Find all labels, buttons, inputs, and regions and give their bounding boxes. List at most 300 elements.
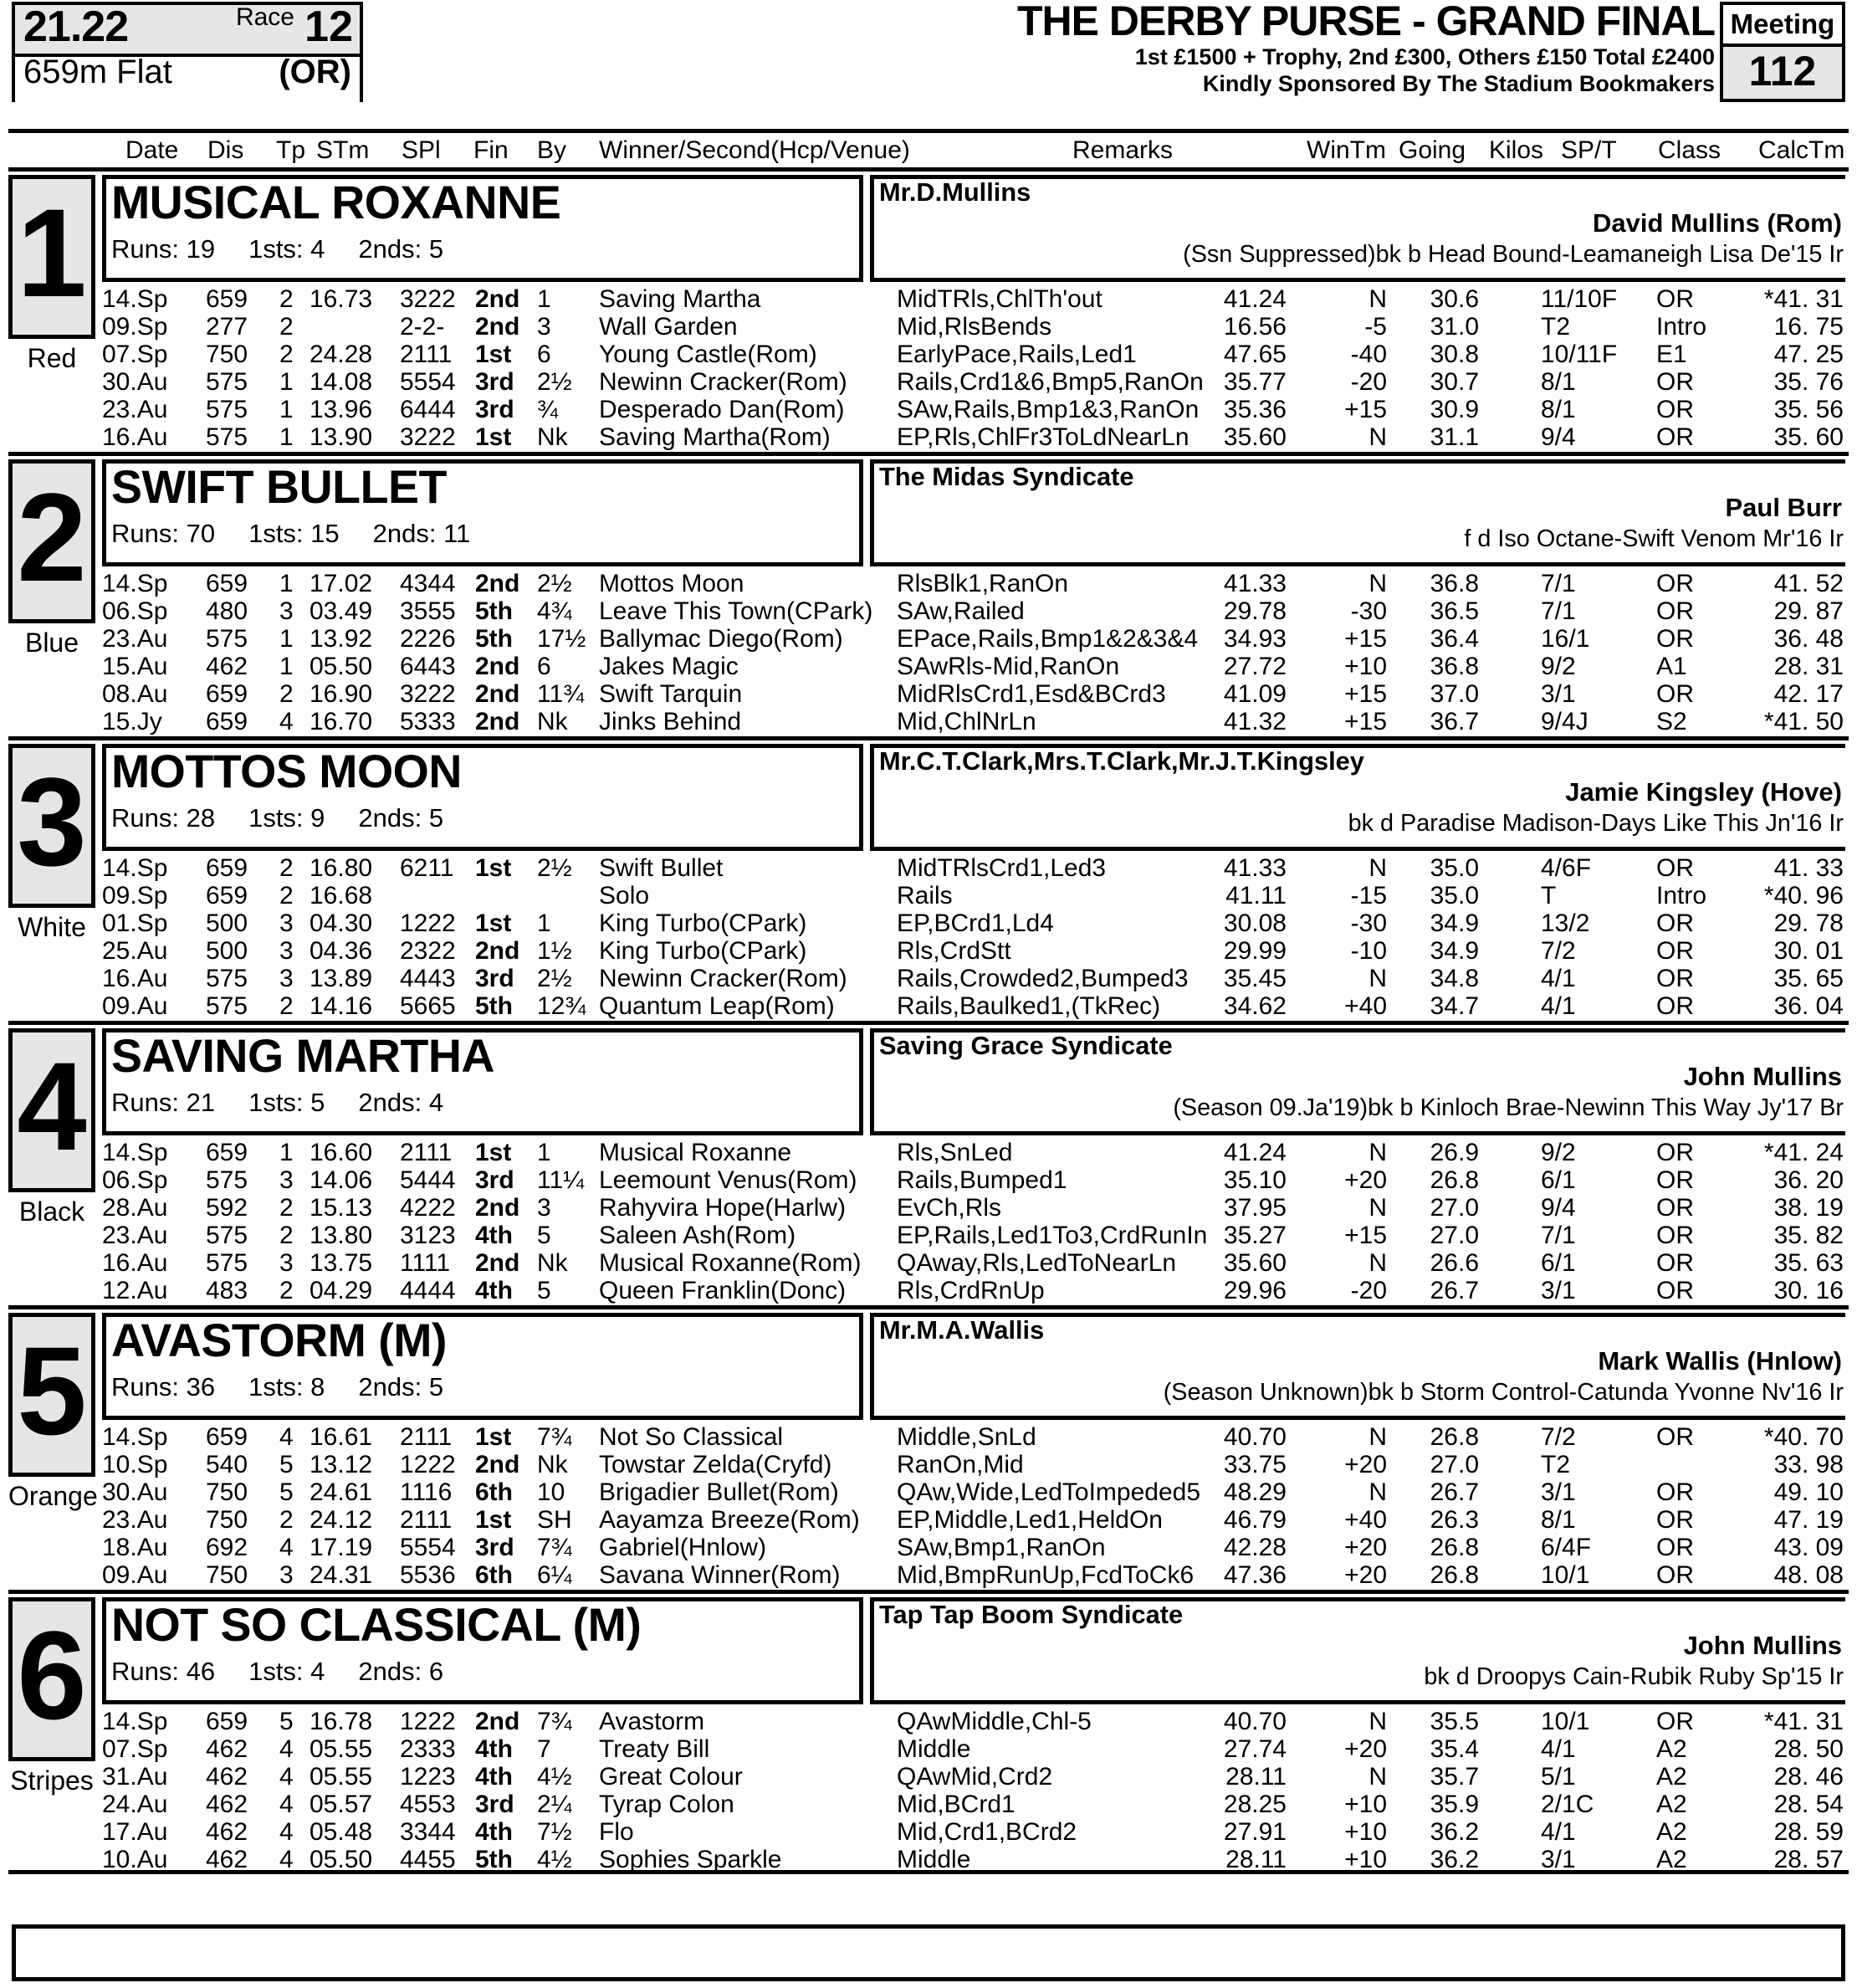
form-going: -10 bbox=[1350, 937, 1387, 965]
form-beaten-by: Nk bbox=[537, 708, 568, 735]
form-remarks: EPace,Rails,Bmp1&2&3&4 bbox=[897, 625, 1199, 653]
form-sp-odds: 8/1 bbox=[1541, 368, 1576, 396]
form-calculated-time: 42. 17 bbox=[1773, 680, 1844, 708]
form-distance: 659 bbox=[206, 1139, 248, 1166]
meeting-label: Meeting bbox=[1723, 5, 1842, 47]
form-trap: 4 bbox=[279, 1423, 294, 1451]
form-trap: 4 bbox=[279, 1846, 294, 1873]
form-finish-position: 3rd bbox=[475, 396, 514, 423]
form-split-positions: 3123 bbox=[400, 1222, 456, 1249]
form-distance: 692 bbox=[206, 1534, 248, 1561]
form-calculated-time: 29. 87 bbox=[1773, 597, 1844, 625]
form-sectional-time: 14.08 bbox=[310, 368, 373, 396]
form-calculated-time: 29. 78 bbox=[1773, 909, 1844, 937]
form-class: OR bbox=[1656, 570, 1694, 597]
runner-runs: Runs: 28 bbox=[111, 803, 216, 833]
form-calculated-time: 41. 52 bbox=[1773, 570, 1844, 597]
form-kilos: 30.7 bbox=[1430, 368, 1479, 396]
form-kilos: 34.9 bbox=[1430, 937, 1479, 965]
form-split-positions: 3344 bbox=[400, 1818, 456, 1846]
form-winning-time: 34.62 bbox=[1223, 992, 1287, 1020]
form-trap: 5 bbox=[279, 1478, 294, 1506]
form-beaten-by: SH bbox=[537, 1506, 572, 1534]
form-remarks: SAwRls-Mid,RanOn bbox=[897, 653, 1120, 680]
form-sectional-time: 16.60 bbox=[310, 1139, 373, 1166]
form-trap: 2 bbox=[279, 313, 294, 341]
form-trap: 1 bbox=[279, 396, 294, 423]
form-sectional-time: 13.12 bbox=[310, 1451, 373, 1478]
form-beaten-by: 4½ bbox=[537, 1763, 572, 1791]
column-header-row bbox=[8, 129, 1849, 167]
form-finish-position: 4th bbox=[475, 1818, 513, 1846]
form-distance: 575 bbox=[206, 992, 248, 1020]
form-remarks: Middle,SnLd bbox=[897, 1423, 1036, 1451]
form-date: 10.Au bbox=[102, 1846, 168, 1873]
form-split-positions: 5554 bbox=[400, 368, 456, 396]
form-trap: 2 bbox=[279, 341, 294, 368]
form-class: OR bbox=[1656, 680, 1694, 708]
form-winner-second: Aayamza Breeze(Rom) bbox=[599, 1506, 860, 1534]
form-row bbox=[8, 1168, 1849, 1196]
form-winner-second: Queen Franklin(Donc) bbox=[599, 1277, 847, 1304]
form-sp-odds: 7/2 bbox=[1541, 937, 1576, 965]
form-calculated-time: 35. 60 bbox=[1773, 423, 1844, 451]
form-going: +15 bbox=[1344, 625, 1387, 653]
form-sp-odds: T2 bbox=[1541, 313, 1571, 341]
form-row bbox=[8, 1251, 1849, 1278]
form-date: 15.Jy bbox=[102, 708, 162, 735]
runner-name-box[interactable] bbox=[102, 744, 863, 851]
runner-seconds: 2nds: 5 bbox=[358, 803, 444, 833]
form-row bbox=[8, 1563, 1849, 1591]
runner-name: SWIFT BULLET bbox=[110, 460, 447, 513]
form-winning-time: 35.60 bbox=[1223, 423, 1287, 451]
form-class: OR bbox=[1656, 1139, 1694, 1166]
race-distance-row bbox=[15, 54, 360, 102]
form-trap: 1 bbox=[279, 625, 294, 653]
form-going: -40 bbox=[1350, 341, 1387, 368]
form-distance: 483 bbox=[206, 1277, 248, 1304]
form-winner-second: Mottos Moon bbox=[599, 570, 744, 597]
form-trap: 4 bbox=[279, 1735, 294, 1763]
form-kilos: 30.6 bbox=[1430, 285, 1479, 313]
form-split-positions: 3222 bbox=[400, 680, 456, 708]
form-going: N bbox=[1368, 285, 1387, 313]
form-distance: 659 bbox=[206, 285, 248, 313]
form-winning-time: 35.45 bbox=[1223, 965, 1287, 992]
form-row bbox=[8, 966, 1849, 994]
form-sp-odds: 9/4 bbox=[1541, 423, 1576, 451]
form-row bbox=[8, 682, 1849, 710]
form-remarks: Rails,Crd1&6,Bmp5,RanOn bbox=[897, 368, 1204, 396]
form-calculated-time: 49. 10 bbox=[1773, 1478, 1844, 1506]
form-distance: 750 bbox=[206, 1561, 248, 1589]
form-finish-position: 5th bbox=[475, 597, 513, 625]
form-class: OR bbox=[1656, 937, 1694, 965]
form-going: N bbox=[1368, 570, 1387, 597]
form-going: +15 bbox=[1344, 708, 1387, 735]
form-split-positions: 2111 bbox=[400, 1139, 453, 1166]
form-going: +20 bbox=[1344, 1451, 1387, 1478]
owner-name: Mr.D.Mullins bbox=[878, 177, 1031, 207]
form-beaten-by: 7¾ bbox=[537, 1423, 572, 1451]
column-header-date: Date bbox=[125, 136, 179, 164]
sponsor-line: Kindly Sponsored By The Stadium Bookmakers bbox=[1202, 71, 1715, 96]
form-calculated-time: 47. 25 bbox=[1773, 341, 1844, 368]
form-beaten-by: 11¾ bbox=[537, 680, 585, 708]
form-kilos: 35.5 bbox=[1430, 1708, 1479, 1735]
form-winner-second: Jakes Magic bbox=[599, 653, 739, 680]
form-beaten-by: 11¼ bbox=[537, 1166, 585, 1194]
form-calculated-time: 38. 19 bbox=[1773, 1194, 1844, 1222]
form-class: OR bbox=[1656, 992, 1694, 1020]
owner-trainer-box bbox=[870, 175, 1845, 282]
form-sectional-time: 16.70 bbox=[310, 708, 373, 735]
form-kilos: 27.0 bbox=[1430, 1194, 1479, 1222]
runner-name: NOT SO CLASSICAL (M) bbox=[110, 1598, 642, 1651]
column-header-spt: SP/T bbox=[1561, 136, 1617, 164]
form-beaten-by: 10 bbox=[537, 1478, 565, 1506]
form-distance: 659 bbox=[206, 1423, 248, 1451]
form-remarks: Rails,Crowded2,Bumped3 bbox=[897, 965, 1189, 992]
form-going: +20 bbox=[1344, 1561, 1387, 1589]
form-trap: 3 bbox=[279, 937, 294, 965]
form-winning-time: 40.70 bbox=[1223, 1708, 1287, 1735]
form-finish-position: 4th bbox=[475, 1222, 513, 1249]
form-winning-time: 30.08 bbox=[1223, 909, 1287, 937]
runner-runs: Runs: 46 bbox=[111, 1657, 216, 1686]
form-beaten-by: 6 bbox=[537, 653, 551, 680]
prize-money-line: 1st £1500 + Trophy, 2nd £300, Others £150 Total £2400 bbox=[1134, 44, 1715, 69]
form-trap: 4 bbox=[279, 1818, 294, 1846]
form-split-positions: 4344 bbox=[400, 570, 456, 597]
form-trap: 2 bbox=[279, 854, 294, 882]
form-class: OR bbox=[1656, 1534, 1694, 1561]
form-winner-second: Swift Tarquin bbox=[599, 680, 743, 708]
form-split-positions: 5665 bbox=[400, 992, 456, 1020]
form-calculated-time: 48. 08 bbox=[1773, 1561, 1844, 1589]
form-distance: 575 bbox=[206, 368, 248, 396]
form-row bbox=[8, 1196, 1849, 1223]
form-winning-time: 35.36 bbox=[1223, 396, 1287, 423]
form-date: 12.Au bbox=[102, 1277, 168, 1304]
form-calculated-time: 35. 65 bbox=[1773, 965, 1844, 992]
form-trap: 2 bbox=[279, 1277, 294, 1304]
form-kilos: 36.2 bbox=[1430, 1846, 1479, 1873]
column-header-winner: Winner/Second(Hcp/Venue) bbox=[599, 136, 910, 164]
form-sp-odds: 6/4F bbox=[1541, 1534, 1592, 1561]
form-beaten-by: 12¾ bbox=[537, 992, 586, 1020]
form-sectional-time: 05.48 bbox=[310, 1818, 373, 1846]
form-class: OR bbox=[1656, 1277, 1694, 1304]
form-beaten-by: 2¼ bbox=[537, 1791, 572, 1818]
runner-block bbox=[8, 1305, 1849, 1590]
breeding-info: (Season 09.Ja'19)bk b Kinloch Brae-Newinn This Way Jy'17 Br bbox=[1173, 1094, 1844, 1121]
form-winner-second: Gabriel(Hnlow) bbox=[599, 1534, 767, 1561]
form-winning-time: 41.11 bbox=[1225, 882, 1287, 909]
form-finish-position: 3rd bbox=[475, 1791, 514, 1818]
form-sectional-time: 04.36 bbox=[310, 937, 373, 965]
form-winning-time: 40.70 bbox=[1223, 1423, 1287, 1451]
breeding-info: (Ssn Suppressed)bk b Head Bound-Leamaneigh Lisa De'15 Ir bbox=[1183, 241, 1844, 268]
form-winning-time: 41.32 bbox=[1223, 708, 1287, 735]
form-kilos: 27.0 bbox=[1430, 1222, 1479, 1249]
column-header-fin: Fin bbox=[473, 136, 509, 164]
form-sp-odds: T2 bbox=[1541, 1451, 1571, 1478]
form-date: 25.Au bbox=[102, 937, 168, 965]
form-sp-odds: 2/1C bbox=[1541, 1791, 1594, 1818]
form-going: +40 bbox=[1344, 992, 1387, 1020]
form-winning-time: 33.75 bbox=[1223, 1451, 1287, 1478]
form-split-positions: 5554 bbox=[400, 1534, 456, 1561]
form-remarks: EP,Rls,ChlFr3ToLdNearLn bbox=[897, 423, 1189, 451]
form-finish-position: 3rd bbox=[475, 965, 514, 992]
form-sectional-time: 03.49 bbox=[310, 597, 373, 625]
form-class: OR bbox=[1656, 1166, 1694, 1194]
form-going: +15 bbox=[1344, 1222, 1387, 1249]
form-row bbox=[8, 911, 1849, 939]
form-trap: 4 bbox=[279, 1763, 294, 1791]
notes-box bbox=[12, 1924, 1845, 1981]
form-winning-time: 41.33 bbox=[1223, 570, 1287, 597]
form-sp-odds: 9/2 bbox=[1541, 1139, 1576, 1166]
form-date: 17.Au bbox=[102, 1818, 168, 1846]
form-date: 14.Sp bbox=[102, 1708, 168, 1735]
form-going: N bbox=[1368, 423, 1387, 451]
form-winning-time: 35.77 bbox=[1223, 368, 1287, 396]
form-distance: 575 bbox=[206, 1249, 248, 1277]
form-sectional-time: 16.68 bbox=[310, 882, 373, 909]
form-remarks: MidRlsCrd1,Esd&BCrd3 bbox=[897, 680, 1166, 708]
meeting-number: 112 bbox=[1723, 47, 1842, 99]
form-beaten-by: 6 bbox=[537, 341, 551, 368]
form-remarks: Middle bbox=[897, 1735, 971, 1763]
form-distance: 659 bbox=[206, 1708, 248, 1735]
form-kilos: 35.4 bbox=[1430, 1735, 1479, 1763]
form-kilos: 35.7 bbox=[1430, 1763, 1479, 1791]
form-winner-second: Saving Martha bbox=[599, 285, 761, 313]
owner-name: Mr.C.T.Clark,Mrs.T.Clark,Mr.J.T.Kingsley bbox=[878, 746, 1364, 776]
runner-name: MUSICAL ROXANNE bbox=[110, 176, 561, 228]
form-beaten-by: 2½ bbox=[537, 570, 572, 597]
form-calculated-time: 16. 75 bbox=[1773, 313, 1844, 341]
form-row bbox=[8, 1223, 1849, 1251]
form-distance: 575 bbox=[206, 1166, 248, 1194]
form-finish-position: 1st bbox=[475, 1423, 512, 1451]
form-kilos: 34.7 bbox=[1430, 992, 1479, 1020]
form-winning-time: 41.24 bbox=[1223, 1139, 1287, 1166]
form-trap: 2 bbox=[279, 1506, 294, 1534]
form-calculated-time: 35. 63 bbox=[1773, 1249, 1844, 1277]
form-distance: 575 bbox=[206, 625, 248, 653]
form-going: +10 bbox=[1344, 1846, 1387, 1873]
form-kilos: 37.0 bbox=[1430, 680, 1479, 708]
form-kilos: 26.8 bbox=[1430, 1423, 1479, 1451]
form-calculated-time: 41. 33 bbox=[1773, 854, 1844, 882]
form-split-positions: 4553 bbox=[400, 1791, 456, 1818]
form-sectional-time: 16.78 bbox=[310, 1708, 373, 1735]
form-distance: 277 bbox=[206, 313, 248, 341]
column-header-kilos: Kilos bbox=[1489, 136, 1544, 164]
form-date: 09.Au bbox=[102, 992, 168, 1020]
form-row bbox=[8, 342, 1849, 370]
form-date: 24.Au bbox=[102, 1791, 168, 1818]
form-sectional-time: 05.55 bbox=[310, 1735, 373, 1763]
form-trap: 1 bbox=[279, 368, 294, 396]
runner-name-box[interactable] bbox=[102, 175, 863, 282]
breeding-info: (Season Unknown)bk b Storm Control-Catunda Yvonne Nv'16 Ir bbox=[1163, 1379, 1844, 1406]
form-split-positions: 2111 bbox=[400, 341, 453, 368]
form-lines bbox=[8, 571, 1849, 737]
trainer-name: John Mullins bbox=[1683, 1631, 1842, 1660]
runner-name-box[interactable] bbox=[102, 1028, 863, 1135]
form-distance: 500 bbox=[206, 937, 248, 965]
form-class: A2 bbox=[1656, 1763, 1687, 1791]
form-winner-second: Ballymac Diego(Rom) bbox=[599, 625, 843, 653]
form-finish-position: 6th bbox=[475, 1561, 513, 1589]
form-kilos: 26.8 bbox=[1430, 1166, 1479, 1194]
form-distance: 575 bbox=[206, 1222, 248, 1249]
form-kilos: 26.6 bbox=[1430, 1249, 1479, 1277]
form-distance: 575 bbox=[206, 396, 248, 423]
column-header-going: Going bbox=[1399, 136, 1466, 164]
form-remarks: EP,BCrd1,Ld4 bbox=[897, 909, 1054, 937]
form-date: 08.Au bbox=[102, 680, 168, 708]
form-calculated-time: 36. 48 bbox=[1773, 625, 1844, 653]
form-class: A2 bbox=[1656, 1818, 1687, 1846]
form-sp-odds: 4/6F bbox=[1541, 854, 1592, 882]
form-date: 14.Sp bbox=[102, 570, 168, 597]
form-date: 16.Au bbox=[102, 423, 168, 451]
form-going: N bbox=[1368, 854, 1387, 882]
form-kilos: 26.3 bbox=[1430, 1506, 1479, 1534]
form-sectional-time: 13.90 bbox=[310, 423, 373, 451]
form-beaten-by: 3 bbox=[537, 1194, 551, 1222]
owner-trainer-box bbox=[870, 744, 1845, 851]
form-date: 09.Sp bbox=[102, 313, 168, 341]
form-trap: 5 bbox=[279, 1708, 294, 1735]
runner-name-box[interactable] bbox=[102, 459, 863, 566]
form-row bbox=[8, 1535, 1849, 1563]
form-kilos: 26.7 bbox=[1430, 1277, 1479, 1304]
form-sp-odds: T bbox=[1541, 882, 1557, 909]
form-row bbox=[8, 571, 1849, 599]
form-class: OR bbox=[1656, 1506, 1694, 1534]
form-trap: 1 bbox=[279, 423, 294, 451]
form-beaten-by: ¾ bbox=[537, 396, 559, 423]
form-distance: 659 bbox=[206, 854, 248, 882]
form-beaten-by: 1 bbox=[537, 1139, 551, 1166]
form-winning-time: 28.25 bbox=[1223, 1791, 1287, 1818]
trainer-name: Jamie Kingsley (Hove) bbox=[1565, 777, 1842, 807]
form-kilos: 26.9 bbox=[1430, 1139, 1479, 1166]
owner-trainer-box bbox=[870, 1028, 1845, 1135]
form-sp-odds: 10/11F bbox=[1541, 341, 1618, 368]
race-grade: (OR) bbox=[279, 54, 351, 90]
form-trap: 1 bbox=[279, 1139, 294, 1166]
form-winning-time: 35.27 bbox=[1223, 1222, 1287, 1249]
form-date: 16.Au bbox=[102, 1249, 168, 1277]
runner-block bbox=[8, 1021, 1849, 1305]
form-class: A2 bbox=[1656, 1846, 1687, 1873]
form-sp-odds: 7/1 bbox=[1541, 597, 1576, 625]
form-remarks: RlsBlk1,RanOn bbox=[897, 570, 1069, 597]
form-split-positions: 2111 bbox=[400, 1506, 453, 1534]
form-sp-odds: 8/1 bbox=[1541, 1506, 1576, 1534]
form-class: OR bbox=[1656, 423, 1694, 451]
form-row bbox=[8, 1278, 1849, 1306]
form-distance: 575 bbox=[206, 423, 248, 451]
form-finish-position: 1st bbox=[475, 909, 512, 937]
form-date: 18.Au bbox=[102, 1534, 168, 1561]
form-sp-odds: 4/1 bbox=[1541, 992, 1576, 1020]
form-split-positions: 1222 bbox=[400, 909, 456, 937]
form-lines bbox=[8, 287, 1849, 453]
form-calculated-time: 30. 01 bbox=[1773, 937, 1844, 965]
form-kilos: 31.1 bbox=[1430, 423, 1479, 451]
trap-number: 4 bbox=[17, 1036, 87, 1176]
form-date: 06.Sp bbox=[102, 597, 168, 625]
form-distance: 540 bbox=[206, 1451, 248, 1478]
form-split-positions: 6211 bbox=[400, 854, 454, 882]
form-date: 09.Au bbox=[102, 1561, 168, 1589]
form-winner-second: Sophies Sparkle bbox=[599, 1846, 782, 1873]
trap-number: 2 bbox=[17, 467, 87, 607]
form-winner-second: King Turbo(CPark) bbox=[599, 909, 807, 937]
form-remarks: Mid,BCrd1 bbox=[897, 1791, 1015, 1818]
form-trap: 3 bbox=[279, 1166, 294, 1194]
form-winner-second: Desperado Dan(Rom) bbox=[599, 396, 845, 423]
form-trap: 5 bbox=[279, 1451, 294, 1478]
trap-number: 1 bbox=[17, 182, 87, 323]
form-sp-odds: 4/1 bbox=[1541, 965, 1576, 992]
runner-name-box[interactable] bbox=[102, 1597, 863, 1704]
form-sp-odds: 6/1 bbox=[1541, 1166, 1576, 1194]
form-remarks: EP,Middle,Led1,HeldOn bbox=[897, 1506, 1163, 1534]
trainer-name: Paul Burr bbox=[1725, 493, 1842, 522]
form-winner-second: Great Colour bbox=[599, 1763, 743, 1791]
form-sp-odds: 3/1 bbox=[1541, 1478, 1576, 1506]
form-sectional-time: 13.92 bbox=[310, 625, 373, 653]
form-remarks: EarlyPace,Rails,Led1 bbox=[897, 341, 1137, 368]
form-calculated-time: 28. 46 bbox=[1773, 1763, 1844, 1791]
form-split-positions: 1223 bbox=[400, 1763, 456, 1791]
form-class: OR bbox=[1656, 625, 1694, 653]
form-winner-second: Saleen Ash(Rom) bbox=[599, 1222, 796, 1249]
form-class: OR bbox=[1656, 285, 1694, 313]
runner-seconds: 2nds: 4 bbox=[358, 1088, 444, 1117]
form-kilos: 36.4 bbox=[1430, 625, 1479, 653]
form-date: 15.Au bbox=[102, 653, 168, 680]
form-beaten-by: 1 bbox=[537, 909, 551, 937]
form-kilos: 36.8 bbox=[1430, 570, 1479, 597]
form-calculated-time: 28. 57 bbox=[1773, 1846, 1844, 1873]
form-split-positions: 5333 bbox=[400, 708, 456, 735]
runner-name-box[interactable] bbox=[102, 1313, 863, 1420]
form-remarks: Rails bbox=[897, 882, 953, 909]
form-row bbox=[8, 1508, 1849, 1535]
form-class: OR bbox=[1656, 1423, 1694, 1451]
form-beaten-by: 7¾ bbox=[537, 1708, 572, 1735]
form-trap: 3 bbox=[279, 1249, 294, 1277]
form-row bbox=[8, 425, 1849, 453]
form-remarks: QAway,Rls,LedToNearLn bbox=[897, 1249, 1177, 1277]
form-going: N bbox=[1368, 1423, 1387, 1451]
form-winning-time: 48.29 bbox=[1223, 1478, 1287, 1506]
form-winner-second: Young Castle(Rom) bbox=[599, 341, 817, 368]
form-winner-second: Newinn Cracker(Rom) bbox=[599, 965, 847, 992]
form-split-positions: 1111 bbox=[400, 1249, 451, 1277]
